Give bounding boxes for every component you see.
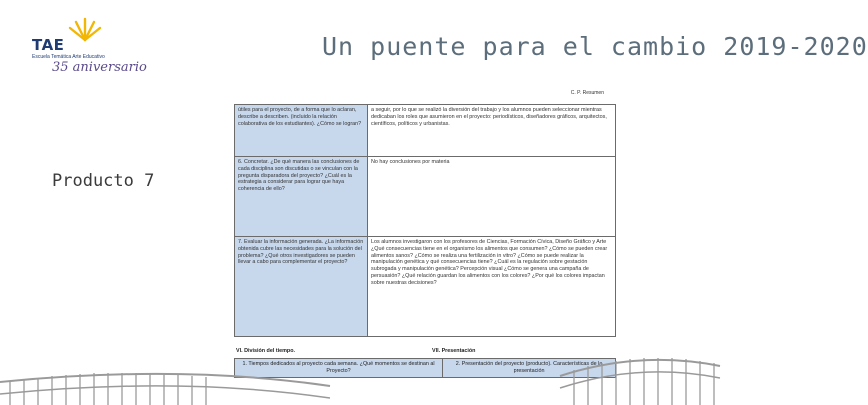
project-table (234, 104, 616, 337)
logo-subtitle: Escuela Temática Arte Educativo (32, 54, 105, 60)
document-reference: C. P. Resumen (570, 90, 604, 96)
slide-title: Un puente para el cambio 2019-2020 (322, 32, 868, 61)
school-logo (32, 24, 182, 88)
table-row (235, 105, 616, 157)
question-cell: útiles para el proyecto, de a forma que lo aclaran, describe a describen. (incluido la relación colaborativa de los estudiantes). ¿Cómo se logran? (235, 105, 368, 157)
presentation-header: VII. Presentación (432, 348, 476, 354)
logo-anniversary: 35 aniversario (52, 60, 147, 75)
sun-rays-icon (66, 18, 104, 42)
table-row (235, 157, 616, 237)
answer-cell: No hay conclusiones por materia (368, 157, 616, 237)
question-cell: 6. Concretar. ¿De qué manera las conclusiones de cada disciplina son discutidas o se vinculan con la pregunta disparadora del proyecto? ¿Cuál es la estrategia a considerar para lograr que haya coherencia de ello? (235, 157, 368, 237)
table-row (235, 237, 616, 337)
presentation-cell: 2. Presentación del proyecto (producto). Características de la presentación (443, 359, 616, 378)
time-division-header: VI. División del tiempo. (236, 348, 296, 354)
logo-name: TAE (32, 36, 65, 54)
time-cell: 1. Tiempos dedicados al proyecto cada semana. ¿Qué momentos se destinan al Proyecto? (235, 359, 443, 378)
bridge-railing-illustration (0, 336, 720, 405)
answer-cell: Los alumnos investigaron con los profesores de Ciencias, Formación Cívica, Diseño Gráfico y Arte ¿Qué consecuencias tiene en el organismo los alimentos que consumen? ¿Cómo se pueden crear alimentos sanos? ¿Cómo se realiza una fertilización in vitro? ¿Cómo se puede realizar la manipulación genética y qué consecuencias tiene? ¿Cuál es la regulación sobre gestación subrogada y manipulación genética? Percepción visual ¿Cómo se genera una campaña de persuasión? ¿Qué relación guardan los alimentos con los colores? ¿Por qué los colores impactan sobre nuestras decisiones? (368, 237, 616, 337)
question-cell: 7. Evaluar la información generada. ¿La información obtenida cubre las necesidades para la solución del problema? ¿Qué otros investigadores se pueden llevar a cabo para complementar el proyecto? (235, 237, 368, 337)
product-label: Producto 7 (52, 171, 155, 191)
answer-cell: a seguir, por lo que se realizó la diversión del trabajo y los alumnos pueden seleccionar mientras dedicaban los roles que asumieron en el proyecto: periodísticos, diseñadores gráficos, arquitectos, científicos, políticos y urbanistas. (368, 105, 616, 157)
